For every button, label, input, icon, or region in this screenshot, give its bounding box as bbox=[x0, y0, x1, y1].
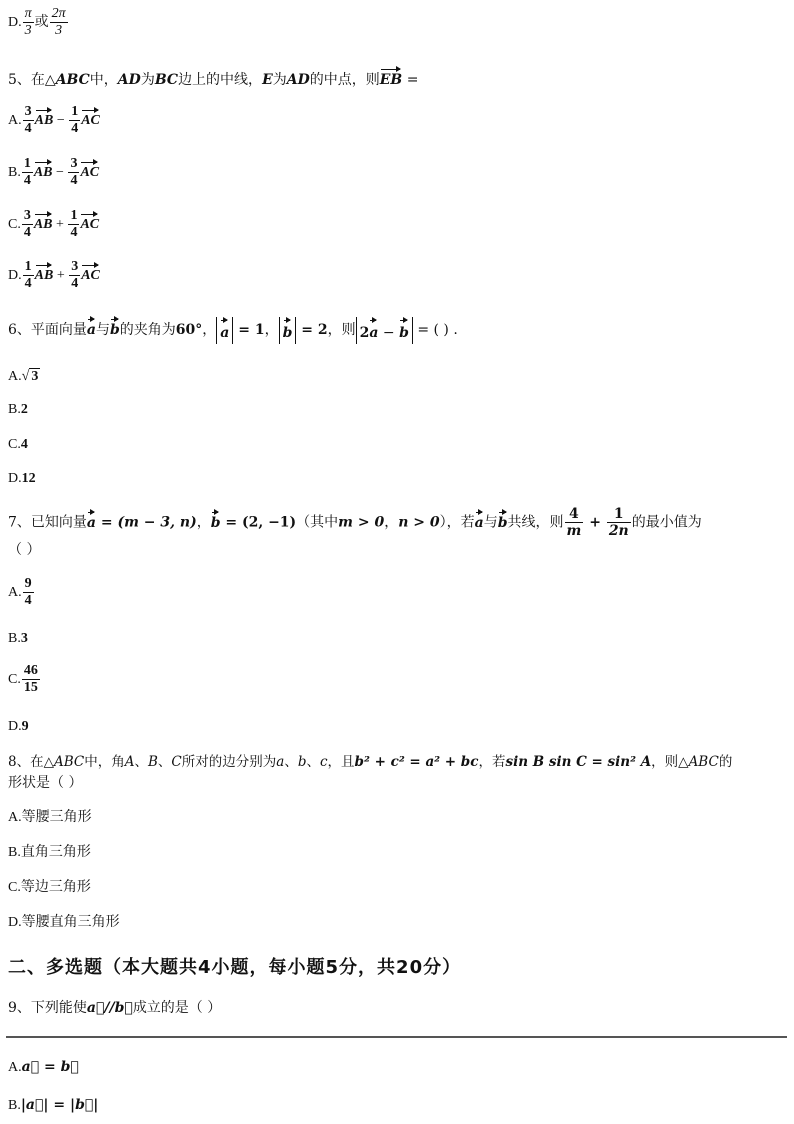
q6-option-b[interactable]: B.2 bbox=[8, 402, 28, 417]
q6-option-a[interactable]: A.√ 3 bbox=[8, 369, 39, 384]
answer-frac: $\frac{9}{4}$ bbox=[24, 576, 32, 609]
sqrt-icon: √ bbox=[21, 369, 30, 384]
coef-2: $\frac{3}{4}$ bbox=[70, 156, 78, 189]
frac-4-over-m: $\frac{4}{m}$ bbox=[566, 506, 582, 540]
q5-stem: 5、在△ABC中，AD为BC边上的中线，E为AD的中点，则EB = bbox=[8, 66, 418, 89]
q6-option-c[interactable]: C.4 bbox=[8, 437, 28, 452]
q8-stem-line1: 8、在△ABC中，角A、B、C所对的边分别为a、b、c，且b² + c² = a² + bc，若sin B sin C = sin² A，则△ABC的 bbox=[8, 754, 733, 770]
q8-stem-line2: 形状是（ ） bbox=[8, 775, 83, 791]
coef-1: $\frac{3}{4}$ bbox=[24, 104, 32, 137]
frac-1-over-2n: $\frac{1}{2n}$ bbox=[608, 506, 629, 540]
coef-2: $\frac{1}{4}$ bbox=[71, 104, 79, 137]
abs-b: b bbox=[279, 317, 297, 344]
q7-paren: （ ） bbox=[8, 542, 41, 558]
abs-a: a bbox=[216, 317, 233, 344]
section-title-multi-choice: 二、多选题（本大题共4小题，每小题5分，共20分） bbox=[8, 957, 462, 978]
two-pi-over-3: $\frac{2\pi}{3}$ bbox=[51, 6, 66, 39]
coef-1: $\frac{1}{4}$ bbox=[24, 259, 32, 292]
q5-option-a[interactable]: A. $\frac{3}{4}$ AB − $\frac{1}{4}$ AC bbox=[8, 104, 100, 137]
q7-option-c[interactable]: C. $\frac{46}{15}$ bbox=[8, 663, 38, 696]
pi-over-3: $\frac{\pi}{3}$ bbox=[24, 6, 32, 39]
q5-option-c[interactable]: C. $\frac{3}{4}$ AB + $\frac{1}{4}$ AC bbox=[8, 208, 100, 241]
q6-option-d[interactable]: D.12 bbox=[8, 471, 36, 486]
coef-1: $\frac{1}{4}$ bbox=[23, 156, 31, 189]
q5-option-d[interactable]: D. $\frac{1}{4}$ AB + $\frac{3}{4}$ AC bbox=[8, 259, 100, 292]
q5-option-b[interactable]: B. $\frac{1}{4}$ AB − $\frac{3}{4}$ AC bbox=[8, 156, 100, 189]
coef-1: $\frac{3}{4}$ bbox=[23, 208, 31, 241]
q7-option-b[interactable]: B.3 bbox=[8, 631, 28, 646]
q8-option-a[interactable]: A.等腰三角形 bbox=[8, 810, 92, 825]
abs-2a-minus-b: 2a − b bbox=[356, 317, 413, 344]
q6-stem: 6、平面向量a与b的夹角为60°， a = 1， b = 2，则 2a − b = ( ) . bbox=[8, 316, 458, 344]
q7-option-a[interactable]: A. $\frac{9}{4}$ bbox=[8, 576, 32, 609]
q7-option-d[interactable]: D.9 bbox=[8, 719, 29, 734]
q9-option-b[interactable]: B.|a⃗| = |b⃗| bbox=[8, 1097, 99, 1113]
q9-option-a[interactable]: A.a⃗ = b⃗ bbox=[8, 1059, 79, 1075]
q8-option-b[interactable]: B.直角三角形 bbox=[8, 845, 91, 860]
coef-2: $\frac{3}{4}$ bbox=[71, 259, 79, 292]
q4-option-d[interactable]: D. $\frac{\pi}{3}$ 或 $\frac{2\pi}{3}$ bbox=[8, 6, 66, 39]
coef-2: $\frac{1}{4}$ bbox=[70, 208, 78, 241]
q8-option-c[interactable]: C.等边三角形 bbox=[8, 880, 91, 895]
q9-stem: 9、下列能使a⃗//b⃗成立的是（ ） bbox=[8, 1000, 222, 1016]
answer-frac: $\frac{46}{15}$ bbox=[23, 663, 38, 696]
q8-option-d[interactable]: D.等腰直角三角形 bbox=[8, 915, 120, 930]
divider bbox=[6, 1036, 787, 1038]
q7-stem: 7、已知向量a = (m − 3, n)，b = (2, −1)（其中m > 0，n > 0），若a与b共线，则 $\frac{4}{m}$ + $\frac{1}{2n}$ 的最小值为 bbox=[8, 506, 702, 540]
